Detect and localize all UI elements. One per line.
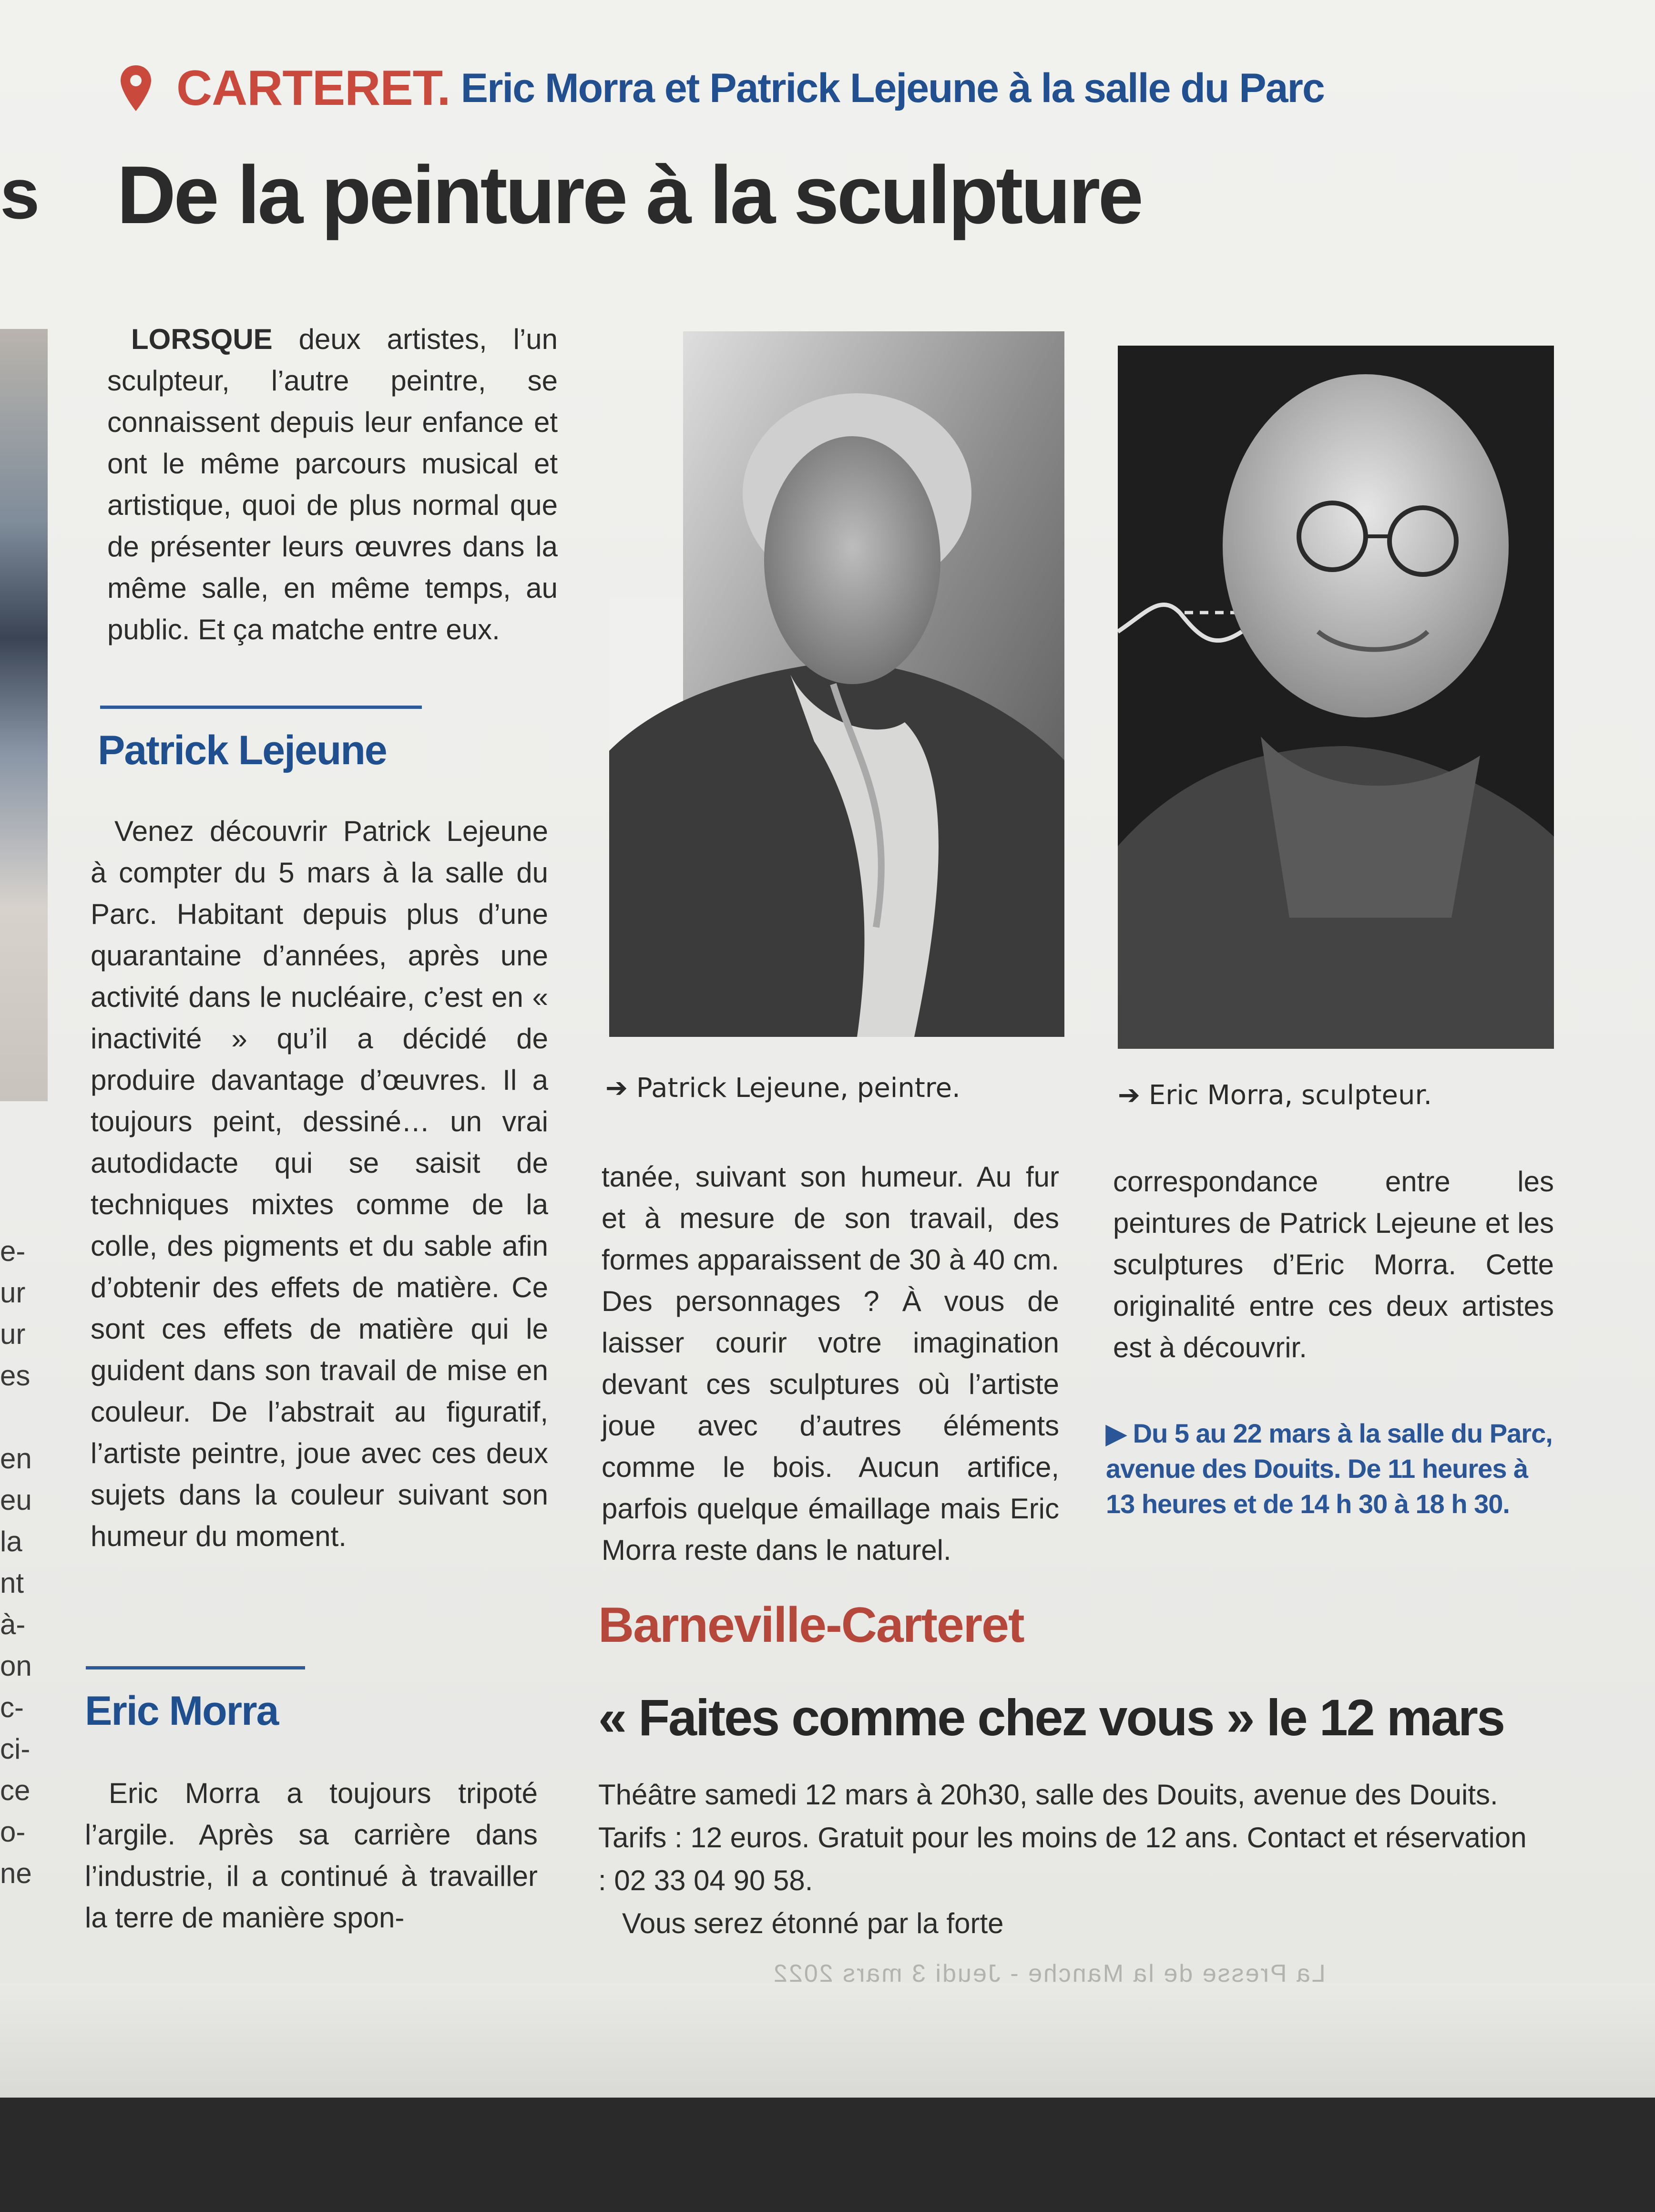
eric-paragraph-end — [1113, 1161, 1554, 1368]
edge-fragment: eu — [0, 1484, 32, 1516]
intro-text: deux artistes, l’un sculpteur, l’autre peintre, se connaissent depuis leur enfance et ont le même parcours musical et artistique, quoi de plus normal que de présenter leurs œuvres dans la même salle, en même temps, au public. Et ça matche entre eux. — [107, 323, 558, 645]
patrick-heading: Patrick Lejeune — [98, 727, 387, 773]
eric-heading: Eric Morra — [85, 1688, 278, 1734]
edge-fragment: ur — [0, 1318, 26, 1350]
patrick-photo-caption — [605, 1073, 960, 1104]
edge-fragment: ne — [0, 1857, 32, 1889]
adjacent-article-photo — [0, 329, 48, 1101]
intro-paragraph — [107, 318, 558, 650]
article2-headline: « Faites comme chez vous » le 12 mars — [598, 1689, 1504, 1746]
caption-arrow-icon: ➔ — [1118, 1080, 1140, 1111]
patrick-paragraph — [91, 810, 548, 1557]
eric-morra-photo — [1118, 346, 1554, 1049]
edge-fragment: e- — [0, 1235, 26, 1267]
patrick-text: Venez découvrir Patrick Lejeune à compter du 5 mars à la salle du Parc. Habitant depuis plus d’une quarantaine d’années, après une activité dans le nucléaire, c’est en « inactivité » qu’il a décidé de produire davantage d’œuvres. Il a toujours peint, dessiné… un vrai autodidacte qui se saisit de techniques mixtes comme de la colle, des pigments et du sable afin d’obtenir des effets de matière. Ce sont ces effets de matière qui le guident dans son travail de mise en couleur. De l’abstrait au figuratif, l’artiste peintre, joue avec ces deux sujets dans la couleur suivant son humeur du moment. — [91, 815, 548, 1552]
edge-fragment: ci- — [0, 1733, 31, 1765]
article2-body — [598, 1773, 1532, 1945]
caption-text: Eric Morra, sculpteur. — [1148, 1080, 1432, 1111]
triangle-bullet-icon: ▶ — [1106, 1418, 1133, 1448]
show-through-footer-text: La Presse de la Manche - Jeudi 3 mars 2022 — [772, 1960, 1326, 1987]
section-title: Barneville-Carteret — [598, 1598, 1024, 1653]
eric-text-col3: correspondance entre les peintures de Patrick Lejeune et les sculptures d’Eric Morra. Cette originalité entre ces deux artistes est à découvrir. — [1113, 1166, 1554, 1363]
page-fold — [0, 1983, 1655, 2098]
edge-fragment: nt — [0, 1567, 24, 1599]
eric-paragraph — [85, 1772, 538, 1938]
section-rule — [100, 706, 422, 709]
previous-article-letter: s — [0, 154, 40, 234]
location-pin-icon — [119, 64, 153, 112]
article2-paragraph-continued: Vous serez étonné par la forte — [622, 1907, 1004, 1939]
eric-photo-caption — [1118, 1080, 1432, 1111]
kicker-place: CARTERET. — [176, 60, 450, 116]
edge-fragment: ur — [0, 1277, 26, 1309]
intro-lead: LORSQUE — [131, 323, 273, 355]
article2-paragraph: Théâtre samedi 12 mars à 20h30, salle des Douits, avenue des Douits. Tarifs : 12 euros. Gratuit pour les moins de 12 ans. Contact et réservation : 02 33 04 90 58. — [598, 1779, 1527, 1896]
edge-fragment: on — [0, 1650, 32, 1682]
kicker-subtitle: Eric Morra et Patrick Lejeune à la salle du Parc — [460, 65, 1324, 111]
caption-text: Patrick Lejeune, peintre. — [636, 1073, 960, 1104]
headline: De la peinture à la sculpture — [117, 149, 1142, 241]
article-kicker — [119, 57, 1324, 119]
edge-fragment: o- — [0, 1816, 26, 1848]
eric-text-col1: Eric Morra a toujours tripoté l’argile. Après sa carrière dans l’industrie, il a continué à travailler la terre de manière spon- — [85, 1777, 538, 1934]
edge-fragment: es — [0, 1360, 31, 1392]
edge-fragment: la — [0, 1526, 22, 1557]
exhibition-info-text: Du 5 au 22 mars à la salle du Parc, avenue des Douits. De 11 heures à 13 heures et de 14 h 30 à 18 h 30. — [1106, 1418, 1553, 1519]
edge-fragment: à- — [0, 1608, 26, 1640]
edge-fragment: en — [0, 1443, 32, 1475]
edge-fragment: c- — [0, 1691, 24, 1723]
caption-arrow-icon: ➔ — [605, 1073, 628, 1104]
exhibition-info — [1106, 1416, 1559, 1522]
patrick-lejeune-photo — [609, 331, 1064, 1037]
edge-fragment: ce — [0, 1774, 31, 1806]
eric-paragraph-continued — [602, 1156, 1059, 1571]
section-rule — [86, 1666, 305, 1669]
eric-text-col2: tanée, suivant son humeur. Au fur et à mesure de son travail, des formes apparaissent de 30 à 40 cm. Des personnages ? À vous de laisser courir votre imagination devant ces sculptures où l’artiste joue avec d’autres éléments comme le bois. Aucun artifice, parfois quelque émaillage mais Eric Morra reste dans le naturel. — [602, 1161, 1059, 1566]
